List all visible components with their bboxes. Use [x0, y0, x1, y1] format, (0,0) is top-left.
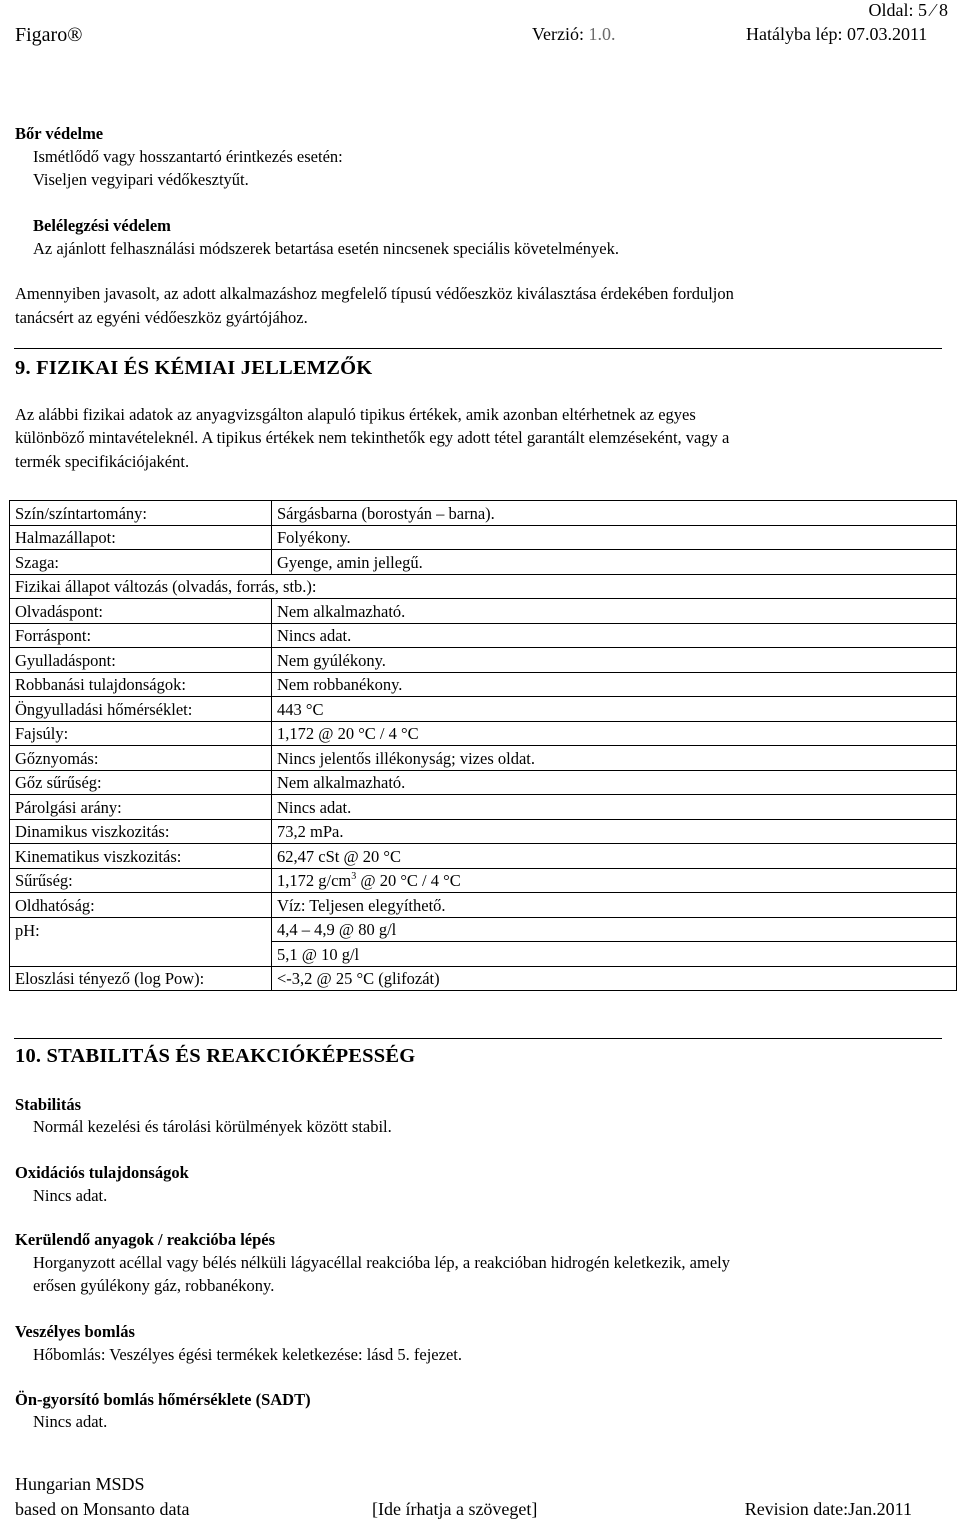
incompatible-text: Horganyzott acéllal vagy bélés nélküli lágyacéllal reakcióba lép, a reakcióban hidrogén keletkezik, amely	[33, 1253, 730, 1272]
section-divider	[14, 348, 942, 349]
respiratory-protection-title: Belélegzési védelem	[33, 216, 171, 235]
page-number	[868, 0, 948, 20]
density-condition: @ 20 °C / 4 °C	[356, 871, 461, 890]
skin-protection-title: Bőr védelme	[15, 124, 104, 143]
property-group-title: Fizikai állapot változás (olvadás, forrás, stb.):	[10, 574, 957, 599]
property-name: pH:	[10, 917, 272, 966]
effective-date	[746, 24, 927, 44]
section-divider	[14, 1038, 942, 1039]
table-row	[10, 623, 957, 648]
property-value: Nem alkalmazható.	[272, 599, 957, 624]
property-value: 62,47 cSt @ 20 °C	[272, 844, 957, 869]
table-row	[10, 550, 957, 575]
skin-protection-line: Ismétlődő vagy hosszantartó érintkezés esetén:	[33, 147, 343, 166]
property-value: Nem gyúlékony.	[272, 648, 957, 673]
section-10-heading: 10. STABILITÁS ÉS REAKCIÓKÉPESSÉG	[15, 1045, 416, 1067]
property-name: Szín/színtartomány:	[10, 501, 272, 526]
property-value: <-3,2 @ 25 °C (glifozát)	[272, 966, 957, 991]
table-row	[10, 819, 957, 844]
section-9-heading: 9. FIZIKAI ÉS KÉMIAI JELLEMZŐK	[15, 357, 373, 379]
property-name: Gőznyomás:	[10, 746, 272, 771]
property-value: Nincs jelentős illékonyság; vizes oldat.	[272, 746, 957, 771]
property-name: Eloszlási tényező (log Pow):	[10, 966, 272, 991]
property-name: Párolgási arány:	[10, 795, 272, 820]
property-value: Víz: Teljesen elegyíthető.	[272, 893, 957, 918]
section-9-intro: különböző mintavételeknél. A tipikus értékek nem tekinthetők egy adott tétel garantált elemzéseként, vagy a	[15, 428, 730, 447]
sadt-title: Ön-gyorsító bomlás hőmérséklete (SADT)	[15, 1390, 311, 1409]
table-row	[10, 648, 957, 673]
property-value: Folyékony.	[272, 525, 957, 550]
property-name: Kinematikus viszkozitás:	[10, 844, 272, 869]
incompatible-text: erősen gyúlékony gáz, robbanékony.	[33, 1276, 275, 1295]
footer-source: based on Monsanto data	[15, 1499, 190, 1519]
table-row	[10, 525, 957, 550]
table-row	[10, 721, 957, 746]
table-row	[10, 893, 957, 918]
stability-text: Normál kezelési és tárolási körülmények között stabil.	[33, 1117, 392, 1136]
table-row	[10, 672, 957, 697]
page-value: 5 ⁄ 8	[917, 0, 948, 20]
property-value: Sárgásbarna (borostyán – barna).	[272, 501, 957, 526]
table-row	[10, 770, 957, 795]
properties-table	[9, 500, 957, 991]
respiratory-paragraph: tanácsért az egyéni védőeszköz gyártójához.	[15, 308, 308, 327]
section-9-intro: termék specifikációjaként.	[15, 452, 190, 471]
footer-title: Hungarian MSDS	[15, 1474, 145, 1494]
oxidizing-title: Oxidációs tulajdonságok	[15, 1163, 189, 1182]
property-value: Nincs adat.	[272, 623, 957, 648]
property-value: Gyenge, amin jellegű.	[272, 550, 957, 575]
table-row	[10, 574, 957, 599]
property-name: Forráspont:	[10, 623, 272, 648]
table-row	[10, 844, 957, 869]
oxidizing-text: Nincs adat.	[33, 1186, 108, 1205]
property-name: Szaga:	[10, 550, 272, 575]
skin-protection-line: Viseljen vegyipari védőkesztyűt.	[33, 170, 249, 189]
property-value	[272, 868, 957, 893]
respiratory-protection-line: Az ajánlott felhasználási módszerek betartása esetén nincsenek speciális követelmények.	[33, 239, 619, 258]
property-name: Dinamikus viszkozitás:	[10, 819, 272, 844]
effective-value: 07.03.2011	[846, 24, 928, 44]
property-name: Sűrűség:	[10, 868, 272, 893]
version	[532, 24, 615, 44]
table-row	[10, 917, 957, 942]
page-label: Oldal:	[868, 0, 914, 20]
property-name: Gyulladáspont:	[10, 648, 272, 673]
property-name: Öngyulladási hőmérséklet:	[10, 697, 272, 722]
version-value: 1.0.	[588, 24, 616, 44]
effective-label: Hatályba lép:	[746, 24, 843, 44]
brand-name: Figaro®	[15, 24, 83, 46]
table-row	[10, 868, 957, 893]
property-value: Nem robbanékony.	[272, 672, 957, 697]
property-name: Fajsúly:	[10, 721, 272, 746]
property-value: Nem alkalmazható.	[272, 770, 957, 795]
table-row	[10, 697, 957, 722]
density-value: 1,172 g/cm	[277, 871, 352, 890]
property-name: Oldhatóság:	[10, 893, 272, 918]
table-row	[10, 746, 957, 771]
incompatible-title: Kerülendő anyagok / reakcióba lépés	[15, 1230, 276, 1249]
decomposition-text: Hőbomlás: Veszélyes égési termékek keletkezése: lásd 5. fejezet.	[33, 1345, 462, 1364]
property-value: 443 °C	[272, 697, 957, 722]
property-value: Nincs adat.	[272, 795, 957, 820]
property-name: Robbanási tulajdonságok:	[10, 672, 272, 697]
table-row	[10, 795, 957, 820]
table-row	[10, 599, 957, 624]
section-9-intro: Az alábbi fizikai adatok az anyagvizsgálton alapuló tipikus értékek, amik azonban eltérhetnek az egyes	[15, 405, 696, 424]
sadt-text: Nincs adat.	[33, 1412, 108, 1431]
property-name: Olvadáspont:	[10, 599, 272, 624]
decomposition-title: Veszélyes bomlás	[15, 1322, 135, 1341]
property-name: Gőz sűrűség:	[10, 770, 272, 795]
property-value: 5,1 @ 10 g/l	[272, 942, 957, 967]
table-row	[10, 966, 957, 991]
property-value: 1,172 @ 20 °C / 4 °C	[272, 721, 957, 746]
footer-placeholder: [Ide írhatja a szöveget]	[372, 1499, 538, 1519]
property-name: Halmazállapot:	[10, 525, 272, 550]
property-value: 73,2 mPa.	[272, 819, 957, 844]
stability-title: Stabilitás	[15, 1095, 82, 1114]
property-value: 4,4 – 4,9 @ 80 g/l	[272, 917, 957, 942]
footer-revision-date: Revision date:Jan.2011	[744, 1499, 912, 1519]
table-row	[10, 501, 957, 526]
respiratory-paragraph: Amennyiben javasolt, az adott alkalmazáshoz megfelelő típusú védőeszköz kiválasztása érdekében forduljon	[15, 284, 734, 303]
version-label: Verzió:	[532, 24, 584, 44]
density-exponent: 3	[351, 871, 357, 882]
